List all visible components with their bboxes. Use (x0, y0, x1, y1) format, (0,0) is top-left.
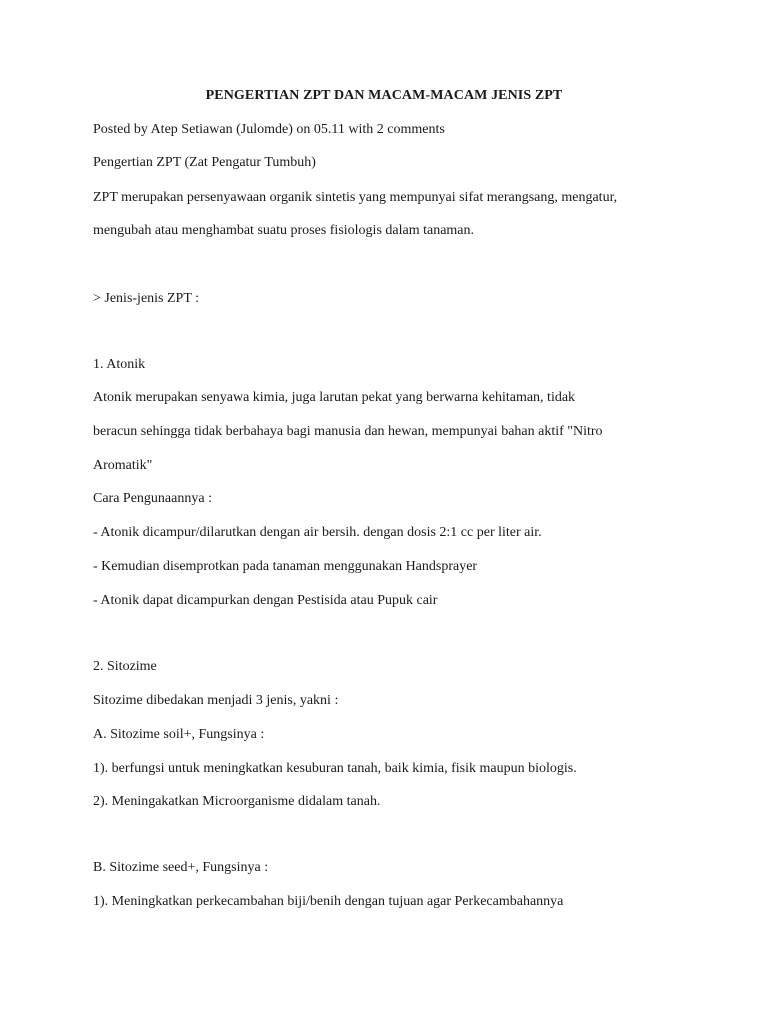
section1-body-line-2: beracun sehingga tidak berbahaya bagi manusia dan hewan, mempunyai bahan aktif "Nitro (93, 424, 603, 439)
section1-body-line-1: Atonik merupakan senyawa kimia, juga larutan pekat yang berwarna kehitaman, tidak (93, 390, 576, 405)
subheading: Pengertian ZPT (Zat Pengatur Tumbuh) (93, 155, 316, 170)
section2-sub-a-heading: A. Sitozime soil+, Fungsinya : (93, 727, 265, 742)
intro-line-1: ZPT merupakan persenyawaan organik sintetis yang mempunyai sifat merangsang, mengatur, (93, 190, 618, 205)
section1-usage-item-2: - Kemudian disemprotkan pada tanaman menggunakan Handsprayer (93, 559, 478, 574)
section2-sub-a-item-2: 2). Meningakatkan Microorganisme didalam tanah. (93, 794, 381, 809)
byline: Posted by Atep Setiawan (Julomde) on 05.11 with 2 comments (93, 122, 445, 137)
section1-usage-item-1: - Atonik dicampur/dilarutkan dengan air bersih. dengan dosis 2:1 cc per liter air. (93, 525, 542, 540)
section2-intro: Sitozime dibedakan menjadi 3 jenis, yakni : (93, 693, 339, 708)
section1-heading: 1. Atonik (93, 357, 146, 372)
section1-usage-item-3: - Atonik dapat dicampurkan dengan Pestisida atau Pupuk cair (93, 593, 438, 608)
document-title: PENGERTIAN ZPT DAN MACAM-MACAM JENIS ZPT (205, 88, 563, 103)
section2-sub-b-item-1: 1). Meningkatkan perkecambahan biji/benih dengan tujuan agar Perkecambahannya (93, 894, 564, 909)
intro-line-2: mengubah atau menghambat suatu proses fisiologis dalam tanaman. (93, 223, 475, 238)
section1-usage-heading: Cara Pengunaannya : (93, 491, 212, 506)
section2-sub-a-item-1: 1). berfungsi untuk meningkatkan kesuburan tanah, baik kimia, fisik maupun biologis. (93, 761, 577, 776)
types-heading: > Jenis-jenis ZPT : (93, 291, 200, 306)
section2-heading: 2. Sitozime (93, 659, 157, 674)
section2-sub-b-heading: B. Sitozime seed+, Fungsinya : (93, 860, 269, 875)
section1-body-line-3: Aromatik" (93, 458, 153, 473)
